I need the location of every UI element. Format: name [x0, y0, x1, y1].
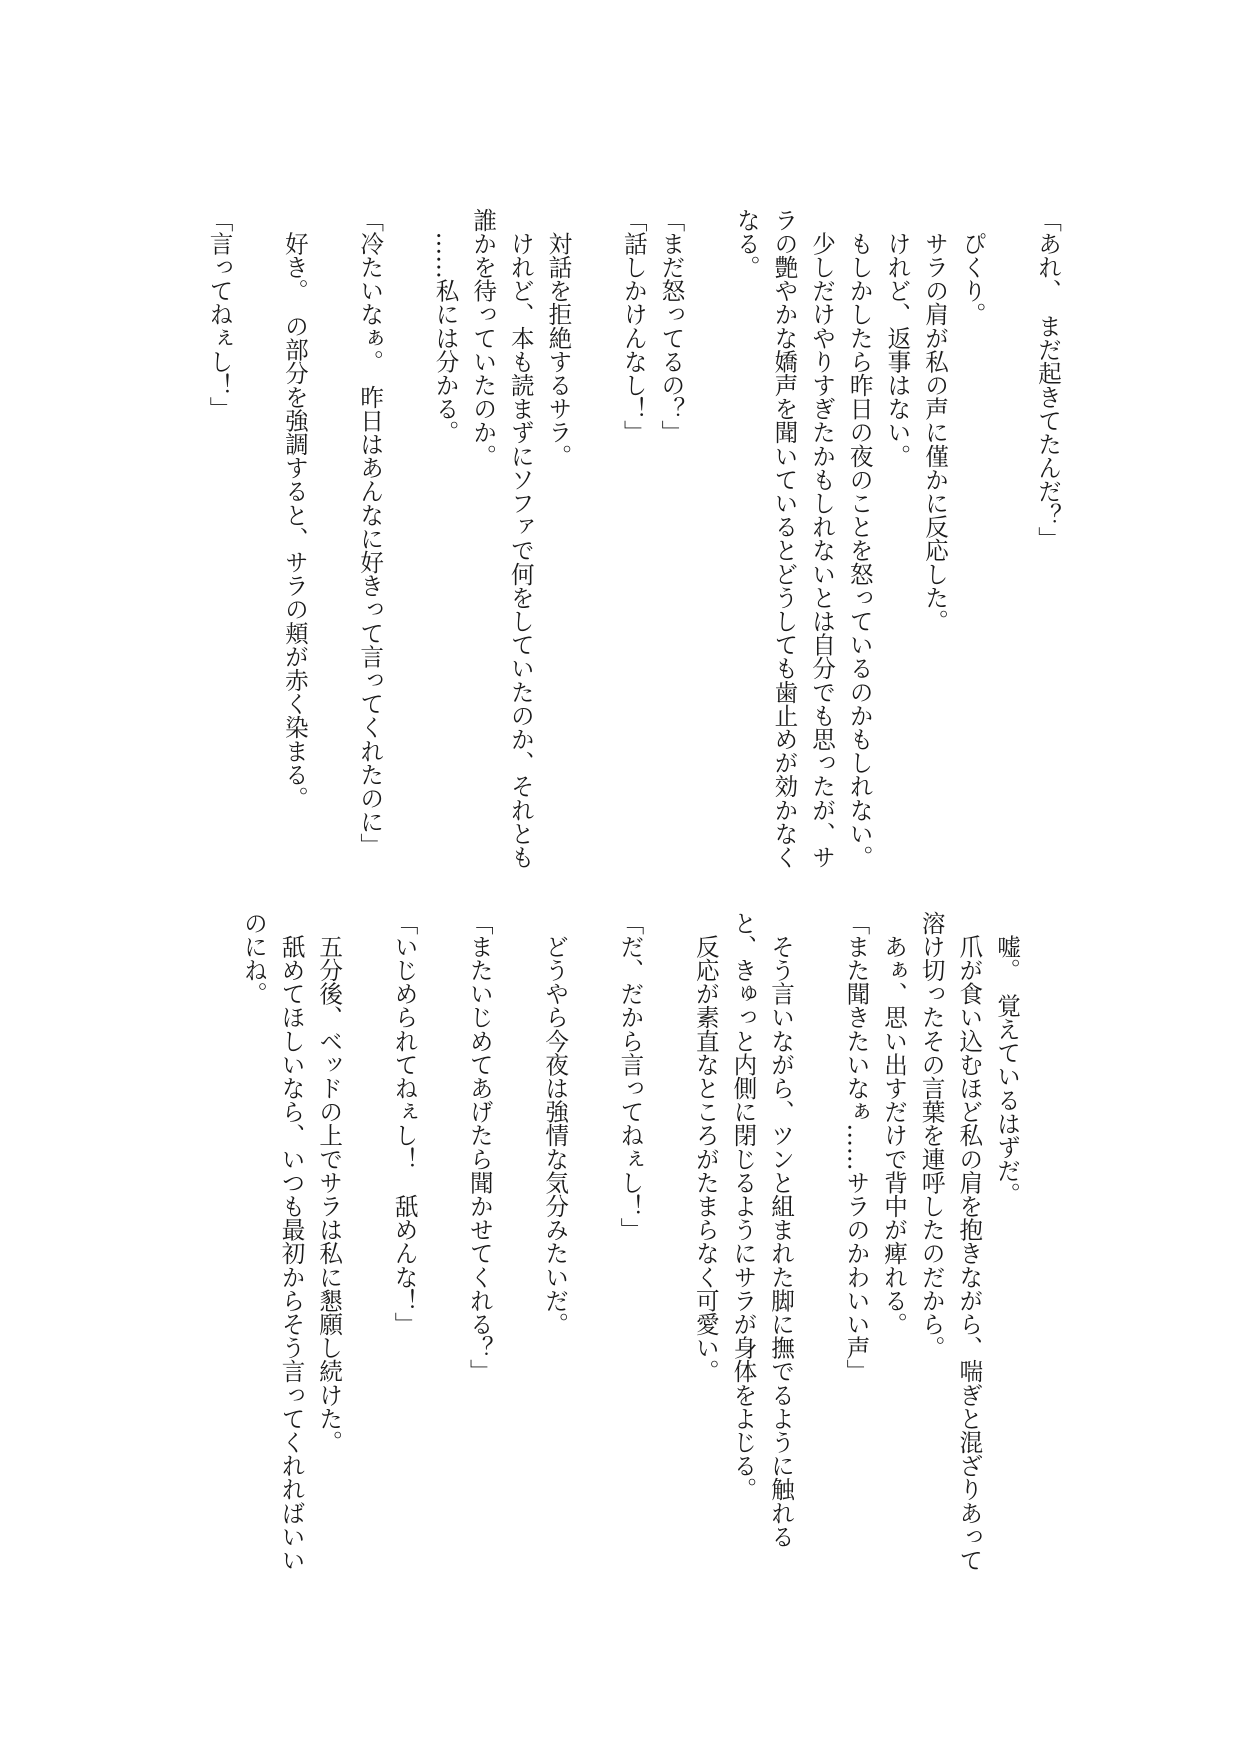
- text-line: 「冷たいなぁ。 昨日はあんなに好きって言ってくれたのに」: [356, 208, 385, 857]
- blank-line: [313, 208, 351, 868]
- blank-line: [423, 911, 461, 1571]
- blank-line: [573, 911, 611, 1571]
- text-line: 「あれ、 まだ起きてたんだ？」: [1034, 208, 1062, 551]
- blank-line: [347, 911, 385, 1571]
- text-line: 「いじめられてねぇし！ 舐めんな！」: [390, 911, 419, 1336]
- text-line: 爪が食い込むほど私の肩を抱きながら、喘ぎと混ざりあって: [955, 911, 984, 1572]
- blank-line: [238, 208, 276, 868]
- blank-line: [498, 911, 536, 1571]
- text-line: 「話しかけんなし！」: [619, 208, 648, 444]
- blank-line: [388, 208, 426, 868]
- text-line: のにね。: [239, 911, 268, 1006]
- text-line: サラの肩が私の声に僅かに反応した。: [921, 208, 950, 633]
- blank-line: [689, 208, 727, 868]
- text-block-upper: [200, 208, 1066, 868]
- text-line: けれど、本も読まずにソファで何をしていたのか、それとも: [506, 208, 535, 869]
- blank-line: [648, 911, 686, 1571]
- text-line: なる。: [732, 208, 761, 279]
- text-line: 好き。 の部分を強調すると、サラの頬が赤く染まる。: [280, 208, 309, 810]
- text-line: 「まだ怒ってるの？」: [657, 208, 686, 444]
- text-line: 「また聞きたいなぁ……サラのかわいい声」: [842, 911, 871, 1383]
- blank-line: [799, 911, 837, 1571]
- text-line: ぴくり。: [958, 208, 987, 326]
- text-line: あぁ、思い出すだけで背中が痺れる。: [880, 911, 909, 1336]
- text-block-lower: [234, 911, 1025, 1571]
- text-line: 五分後、ベッドの上でサラは私に懇願し続けた。: [315, 911, 344, 1454]
- text-line: 溶け切ったその言葉を連呼したのだから。: [917, 911, 946, 1360]
- text-line: 少しだけやりすぎたかもしれないとは自分でも思ったが、サ: [808, 208, 837, 869]
- text-line: 反応が素直なところがたまらなく可愛い。: [691, 911, 720, 1383]
- blank-line: [576, 208, 614, 868]
- text-line: 舐めてほしいなら、いつも最初からそう言ってくれればいい: [277, 911, 306, 1572]
- text-line: 「またいじめてあげたら聞かせてくれる？」: [465, 911, 494, 1383]
- text-line: ……私には分かる。: [431, 208, 460, 444]
- blank-line: [991, 208, 1029, 868]
- text-line: 誰かを待っていたのか。: [469, 208, 498, 468]
- text-line: けれど、返事はない。: [883, 208, 912, 468]
- text-line: と、きゅっと内側に閉じるようにサラが身体をよじる。: [729, 911, 758, 1501]
- text-line: 「だ、だから言ってねぇし！」: [616, 911, 645, 1242]
- text-line: もしかしたら昨日の夜のことを怒っているのかもしれない。: [845, 208, 874, 869]
- text-line: そう言いながら、ツンと組まれた脚に撫でるように触れる: [767, 911, 796, 1549]
- text-line: 嘘。 覚えているはずだ。: [993, 911, 1021, 1206]
- text-line: どうやら今夜は強情な気分みたいだ。: [541, 911, 570, 1336]
- text-line: ラの艶やかな嬌声を聞いているとどうしても歯止めが効かなく: [770, 208, 799, 869]
- text-line: 対話を拒絶するサラ。: [544, 208, 573, 468]
- text-line: 「言ってねぇし！」: [205, 208, 234, 421]
